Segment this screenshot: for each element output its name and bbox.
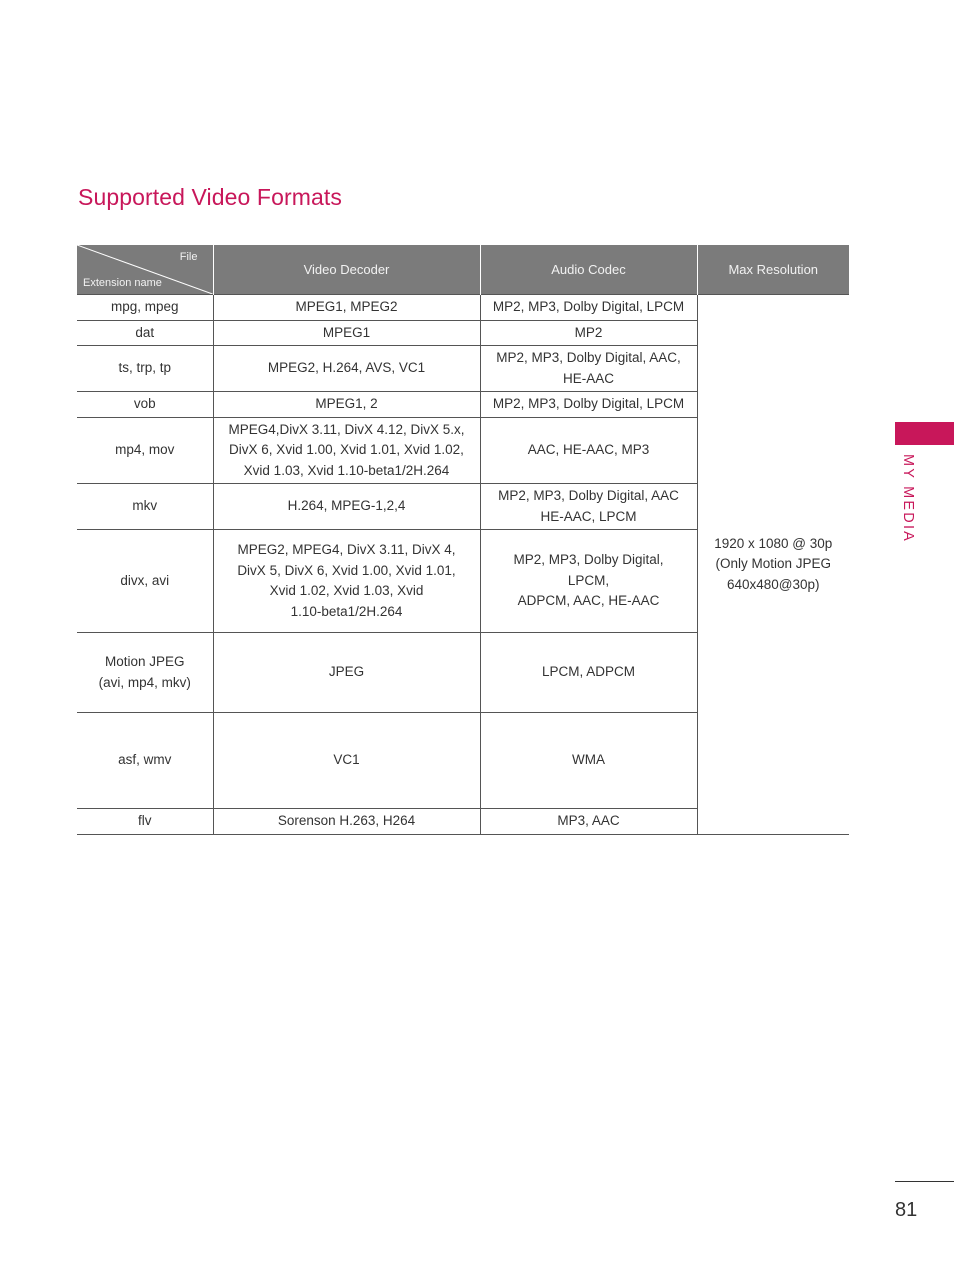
cell-line: LPCM, xyxy=(567,572,610,588)
cell-line: WMA xyxy=(572,752,605,768)
cell-ext xyxy=(77,417,213,484)
cell-line: MP2, MP3, Dolby Digital, AAC, xyxy=(496,350,681,365)
cell-line: 1.10-beta1/2H.264 xyxy=(290,603,403,619)
cell-ext xyxy=(77,346,213,392)
table-row xyxy=(77,295,849,321)
cell-line: VC1 xyxy=(333,752,360,768)
header-corner-cell xyxy=(77,245,213,295)
cell-line: mp4, mov xyxy=(115,442,175,457)
page-title: Supported Video Formats xyxy=(78,184,342,210)
cell-ext xyxy=(77,809,213,835)
header-file-label: File xyxy=(179,251,198,263)
cell-line: AAC, HE-AAC, MP3 xyxy=(527,442,650,457)
cell-line: MP2, MP3, Dolby Digital, AAC xyxy=(498,488,679,503)
cell-audio xyxy=(480,809,697,835)
cell-ext xyxy=(77,713,213,809)
cell-audio xyxy=(480,713,697,809)
cell-video xyxy=(213,392,480,418)
cell-line: HE-AAC xyxy=(562,370,614,386)
cell-line: flv xyxy=(138,813,152,828)
cell-line: vob xyxy=(133,396,156,411)
cell-line: LPCM, ADPCM xyxy=(541,664,636,680)
cell-ext xyxy=(77,320,213,346)
cell-line: (avi, mp4, mkv) xyxy=(98,674,191,690)
cell-line: HE-AAC, LPCM xyxy=(540,508,637,524)
video-formats-table xyxy=(77,245,849,835)
cell-audio xyxy=(480,392,697,418)
cell-video xyxy=(213,713,480,809)
cell-line: MP3, AAC xyxy=(557,813,620,828)
section-side-label: MY MEDIA xyxy=(900,454,916,544)
cell-line: (Only Motion JPEG xyxy=(715,556,832,571)
cell-line: MP2, MP3, Dolby Digital, LPCM xyxy=(492,299,685,314)
cell-video xyxy=(213,809,480,835)
cell-ext xyxy=(77,295,213,321)
table-header-row xyxy=(77,245,849,295)
cell-line: mkv xyxy=(132,498,158,514)
cell-line: divx, avi xyxy=(120,572,170,588)
cell-line: DivX 5, DivX 6, Xvid 1.00, Xvid 1.01, xyxy=(237,562,456,578)
cell-line: H.264, MPEG-1,2,4 xyxy=(287,498,406,514)
cell-video xyxy=(213,346,480,392)
cell-line: MPEG2, MPEG4, DivX 3.11, DivX 4, xyxy=(237,542,456,557)
cell-video xyxy=(213,320,480,346)
cell-audio xyxy=(480,320,697,346)
cell-line: asf, wmv xyxy=(118,752,172,768)
cell-video xyxy=(213,295,480,321)
section-tab-marker xyxy=(895,422,954,445)
cell-line: mpg, mpeg xyxy=(110,299,179,314)
cell-ext xyxy=(77,633,213,713)
cell-video xyxy=(213,530,480,633)
cell-line: Xvid 1.03, Xvid 1.10-beta1/2H.264 xyxy=(243,462,450,478)
cell-line: MPEG1, 2 xyxy=(315,396,378,411)
cell-audio xyxy=(480,530,697,633)
header-video-decoder: Video Decoder xyxy=(213,245,480,295)
cell-line: MPEG2, H.264, AVS, VC1 xyxy=(267,360,426,376)
page-number: 81 xyxy=(895,1199,918,1221)
cell-line: Motion JPEG xyxy=(104,654,185,669)
cell-ext xyxy=(77,484,213,530)
header-max-resolution: Max Resolution xyxy=(697,245,849,295)
cell-video xyxy=(213,417,480,484)
cell-audio xyxy=(480,295,697,321)
cell-video xyxy=(213,633,480,713)
cell-line: JPEG xyxy=(328,664,365,680)
cell-audio xyxy=(480,484,697,530)
cell-line: Xvid 1.02, Xvid 1.03, Xvid xyxy=(269,583,424,598)
cell-line: MPEG4,DivX 3.11, DivX 4.12, DivX 5.x, xyxy=(228,421,465,437)
cell-max-resolution xyxy=(697,295,849,835)
cell-line: 1920 x 1080 @ 30p xyxy=(714,535,833,551)
cell-line: ADPCM, AAC, HE-AAC xyxy=(517,593,660,609)
cell-ext xyxy=(77,392,213,418)
cell-line: MPEG1 xyxy=(322,324,371,340)
header-extension-label: Extension name xyxy=(83,277,162,289)
cell-line: Sorenson H.263, H264 xyxy=(277,813,416,828)
header-audio-codec: Audio Codec xyxy=(480,245,697,295)
cell-ext xyxy=(77,530,213,633)
cell-audio xyxy=(480,633,697,713)
cell-line: 640x480@30p) xyxy=(726,576,820,592)
cell-line: dat xyxy=(135,324,155,340)
table-body xyxy=(77,295,849,835)
cell-line: MPEG1, MPEG2 xyxy=(295,299,398,314)
cell-line: MP2 xyxy=(574,324,603,340)
cell-line: ts, trp, tp xyxy=(118,360,172,376)
cell-line: MP2, MP3, Dolby Digital, xyxy=(513,552,664,568)
footer-rule xyxy=(895,1181,954,1182)
cell-line: MP2, MP3, Dolby Digital, LPCM xyxy=(492,396,685,411)
cell-audio xyxy=(480,346,697,392)
cell-video xyxy=(213,484,480,530)
cell-audio xyxy=(480,417,697,484)
cell-line: DivX 6, Xvid 1.00, Xvid 1.01, Xvid 1.02, xyxy=(229,442,464,457)
